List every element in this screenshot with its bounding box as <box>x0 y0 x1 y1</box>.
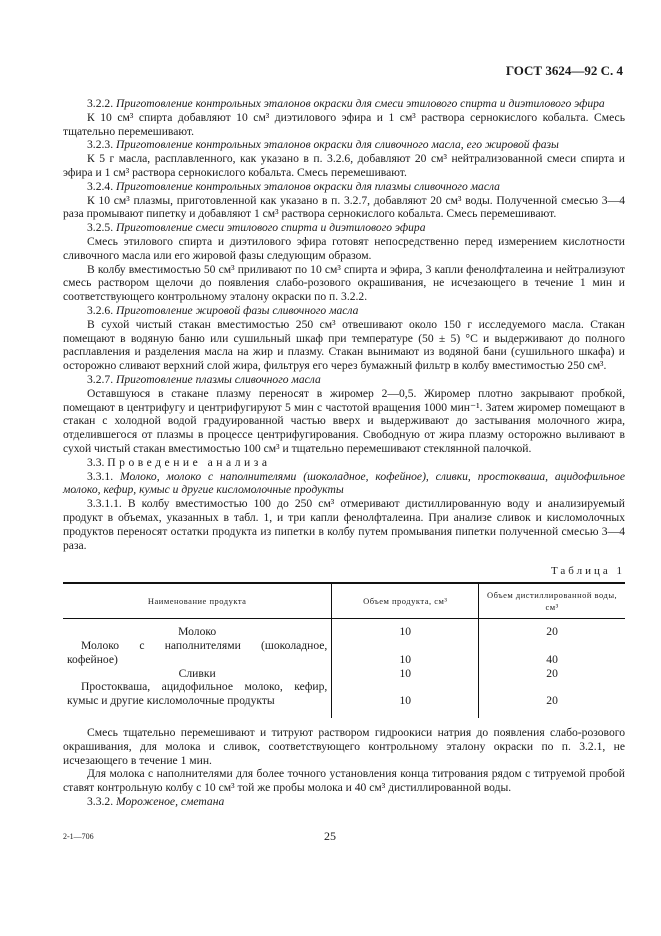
section-heading: 3.2.2. Приготовление контрольных эталонов окраски для смеси этилового спирта и диэтилового эфира <box>87 97 605 110</box>
paragraph: Смесь этилового спирта и диэтилового эфира готовят непосредственно перед измерением кислотности сливочного масла или его жировой фазы следующим образом. <box>63 234 625 262</box>
section-heading: 3.2.4. Приготовление контрольных эталонов окраски для плазмы сливочного масла <box>87 179 500 193</box>
section-heading: 3.2.7. Приготовление плазмы сливочного масла <box>87 372 321 386</box>
paragraph: Смесь тщательно перемешивают и титруют раствором гидроокиси натрия до появления слабо-розового окрашивания, для молока и сливок, соответствующего контрольному эталону окраски по п. 3.2.1, не исчезающего в течение 1 мин. <box>63 726 625 767</box>
product-name: Сливки <box>178 666 216 680</box>
water-volume: 20 <box>479 619 625 639</box>
product-volume: 10 <box>332 619 479 639</box>
column-header: Объем продукта, см³ <box>332 583 479 619</box>
table-header-row <box>63 583 625 619</box>
table-row <box>63 619 625 639</box>
page-content <box>63 97 625 845</box>
table-row <box>63 639 625 667</box>
column-header: Наименование продукта <box>63 583 332 619</box>
print-code: 2-1—706 <box>63 831 94 841</box>
paragraph: В колбу вместимостью 50 см³ приливают по 10 см³ спирта и эфира, 3 капли фенолфталеина и нейтрализуют смесь раствором щелочи до появления слабо-розового окрашивания, не исчезающего в течение 1 мин и соответствующего контрольному эталону окраски по п. 3.2.2. <box>63 262 625 304</box>
table-caption: Таблица 1 <box>550 565 625 578</box>
section-heading: 3.2.5. Приготовление смеси этилового спирта и диэтилового эфира <box>87 221 426 235</box>
section-heading: 3.2.6. Приготовление жировой фазы сливочного масла <box>87 303 359 317</box>
product-name: Молоко <box>178 625 217 639</box>
table-row <box>63 667 625 681</box>
paragraph: В сухой чистый стакан вместимостью 250 см³ отвешивают около 150 г исследуемого масла. Стакан помещают в водяную баню или сушильный шкаф при температуре (50 ± 5) °С и выдерживают до полного расплавления и разделения масла на жир и плазму. Стакан вынимают из водяной бани (сушильного шкафа) и осторожно сливают верхний слой жира, фильтруя его через бумажный фильтр в колбу вместимостью 250 см³. <box>63 317 625 373</box>
table-row <box>63 680 625 708</box>
water-volume: 20 <box>479 667 625 681</box>
product-volume: 10 <box>332 667 479 681</box>
paragraph: Для молока с наполнителями для более точного установления конца титрования рядом с титруемой пробой ставят контрольную колбу с 10 см³ той же пробы молока и 40 см³ дистиллированной воды. <box>63 767 625 795</box>
product-name: Молоко с наполнителями (шоколадное, кофейное) <box>67 639 328 666</box>
paragraph: 3.3.1.1. В колбу вместимостью 100 до 250 см³ отмеривают дистиллированную воду и анализируемый продукт в объемах, указанных в табл. 1, и три капли фенолфталеина. При анализе сливок и кисломолочных продуктов переносят остатки продукта из пипетки в колбу путем промывания пипетки полученной смесью 3—4 раза. <box>63 497 625 552</box>
product-name: Простокваша, ацидофильное молоко, кефир, кумыс и другие кисломолочные продукты <box>67 680 328 708</box>
section-heading: 3.3. Проведение анализа <box>87 455 271 469</box>
column-header: Объем дистиллированной воды, см³ <box>479 583 625 619</box>
section-heading: 3.3.1. Молоко, молоко с наполнителями (шоколадное, кофейное), сливки, простокваша, ацидофильное молоко, кефир, кумыс и другие кисломолочные продукты <box>63 469 625 497</box>
paragraph: К 10 см³ плазмы, приготовленной как указано в п. 3.2.7, добавляют 20 см³ воды. Полученной смесью 3—4 раза промывают пипетку и добавляют 1 см³ раствора сернокислого кобальта. Смесь перемешивают. <box>63 193 625 221</box>
paragraph: Оставшуюся в стакане плазму переносят в жиромер 2—0,5. Жиромер плотно закрывают пробкой, помещают в центрифугу и центрифугируют 5 мин с частотой вращения 1000 мин⁻¹. Затем жиромер помещают в стакан с холодной водой градуированной частью вверх и выдерживают до застывания молочного жира, отделившегося от плазмы в процессе центрифугирования. Свободную от жира плазму осторожно выливают в сухой чистый стакан вместимостью 100 см³ и тщательно перемешивают стеклянной палочкой. <box>63 386 625 455</box>
water-volume: 40 <box>479 639 625 667</box>
page-footer <box>63 829 625 845</box>
section-heading: 3.3.2. Мороженое, сметана <box>87 795 225 809</box>
paragraph: К 10 см³ спирта добавляют 10 см³ диэтилового эфира и 1 см³ раствора сернокислого кобальта. Смесь тщательно перемешивают. <box>63 110 625 138</box>
water-volume: 20 <box>479 680 625 708</box>
table-spacer-row <box>63 708 625 718</box>
body-text-bottom <box>63 726 625 809</box>
document-header: ГОСТ 3624—92 С. 4 <box>505 63 623 78</box>
body-text-top <box>63 97 625 578</box>
section-heading: 3.2.3. Приготовление контрольных эталонов окраски для сливочного масла, его жировой фазы <box>87 138 559 152</box>
table-1 <box>63 582 625 718</box>
paragraph: К 5 г масла, расплавленного, как указано в п. 3.2.6, добавляют 20 см³ нейтрализованной смеси спирта и эфира и 1 см³ раствора сернокислого кобальта. Смесь перемешивают. <box>63 152 625 179</box>
product-volume: 10 <box>332 639 479 667</box>
product-volume: 10 <box>332 680 479 708</box>
page-number: 25 <box>324 828 336 843</box>
